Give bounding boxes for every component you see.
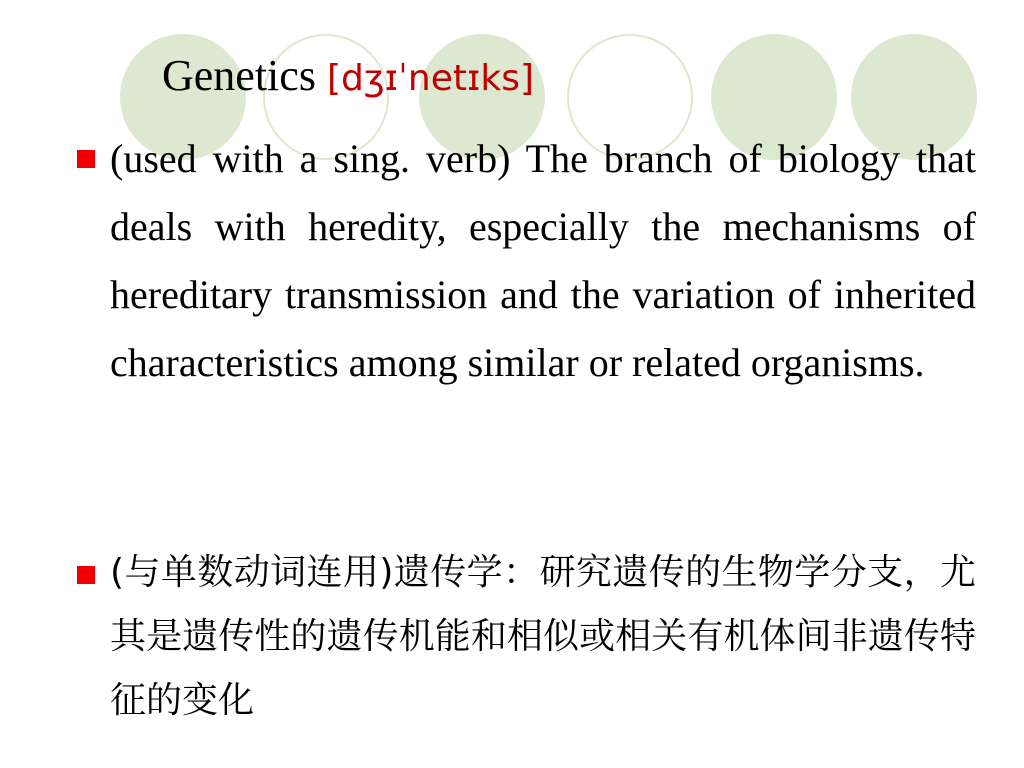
- title-word: Genetics: [162, 51, 316, 100]
- title-phonetic: [dʒɪˈnetɪks]: [326, 58, 535, 99]
- square-bullet-icon: [77, 150, 95, 168]
- definition-english: (used with a sing. verb) The branch of biology that deals with heredity, especially the mechanisms of hereditary transmission and the variation of inherited characteristics among similar or related organisms.: [110, 136, 976, 385]
- slide-title: [162, 50, 534, 105]
- square-bullet-icon: [77, 566, 95, 584]
- definition-chinese: (与单数动词连用)遗传学：研究遗传的生物学分支，尤其是遗传性的遗传机能和相似或相关有机体间非遗传特征的变化: [110, 552, 976, 721]
